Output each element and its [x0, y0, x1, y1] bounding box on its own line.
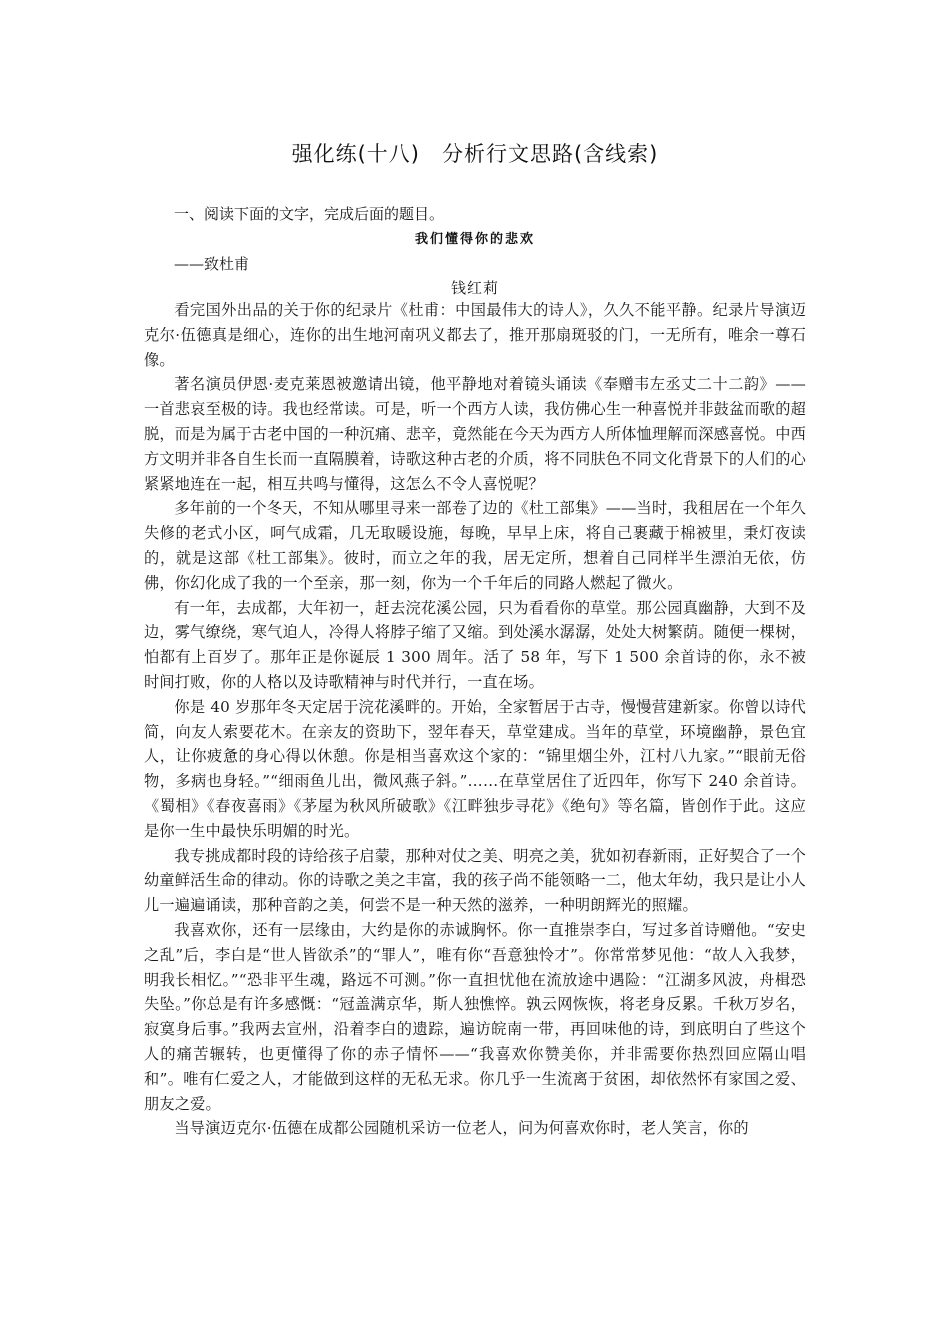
paragraph: 当导演迈克尔·伍德在成都公园随机采访一位老人，问为何喜欢你时，老人笑言，你的 [174, 1119, 749, 1138]
article-title: 我们懂得你的悲欢 [414, 232, 535, 247]
paragraph: 有一年，去成都，大年初一，赶去浣花溪公园，只为看看你的草堂。那公园真幽静，大到不及边，雾气缭绕，寒气迫人，冷得人将脖子缩了又缩。到处溪水潺潺，处处大树繁荫。随便一棵树，怕都有上百岁了。那年正是你诞辰 1 300 周年。活了 58 年，写下 1 500 余首诗的你，永不被时间打败，你的人格以及诗歌精神与时代并行，一直在场。 [144, 598, 806, 691]
paragraph: 看完国外出品的关于你的纪录片《杜甫：中国最伟大的诗人》，久久不能平静。纪录片导演迈克尔·伍德真是细心，连你的出生地河南巩义都去了，推开那扇斑驳的门，一无所有，唯余一尊石像。 [144, 301, 806, 369]
paragraph: 多年前的一个冬天，不知从哪里寻来一部卷了边的《杜工部集》——当时，我租居在一个年久失修的老式小区，呵气成霜，几无取暖设施，每晚，早早上床，将自己裹藏于棉被里，秉灯夜读的，就是这部《杜工部集》。彼时，而立之年的我，居无定所，想着自己同样半生漂泊无依，仿佛，你幻化成了我的一个至亲，那一刻，你为一个千年后的同路人燃起了微火。 [144, 499, 806, 592]
author-name: 钱红莉 [450, 279, 499, 297]
article-body [144, 298, 806, 1141]
paragraph: 你是 40 岁那年冬天定居于浣花溪畔的。开始，全家暂居于古寺，慢慢营建新家。你曾以诗代简，向友人索要花木。在亲友的资助下，翌年春天，草堂建成。当年的草堂，环境幽静，景色宜人，让你疲惫的身心得以休憩。你是相当喜欢这个家的：“锦里烟尘外，江村八九家。”“眼前无俗物，多病也身轻。”“细雨鱼儿出，微风燕子斜。”……在草堂居住了近四年，你写下 240 余首诗。《蜀相》《春夜喜雨》《茅屋为秋风所破歌》《江畔独步寻花》《绝句》等名篇，皆创作于此。这应是你一生中最快乐明媚的时光。 [144, 697, 806, 840]
paragraph: 我喜欢你，还有一层缘由，大约是你的赤诚胸怀。你一直推崇李白，写过多首诗赠他。“安史之乱”后，李白是“世人皆欲杀”的“罪人”，唯有你“吾意独怜才”。你常常梦见他：“故人入我梦，明我长相忆。”“恐非平生魂，路远不可测。”你一直担忧他在流放途中遇险：“江湖多风波，舟楫恐失坠。”你总是有许多感慨：“冠盖满京华，斯人独憔悴。孰云网恢恢，将老身反累。千秋万岁名，寂寞身后事。”我两去宣州，沿着李白的遗踪，遍访皖南一带，再回味他的诗，到底明白了些这个人的痛苦辗转，也更懂得了你的赤子情怀——“我喜欢你赞美你，并非需要你热烈回应隔山唱和”。唯有仁爱之人，才能做到这样的无私无求。你几乎一生流离于贫困，却依然怀有家国之爱、朋友之爱。 [144, 920, 806, 1113]
paragraph: 我专挑成都时段的诗给孩子启蒙，那种对仗之美、明亮之美，犹如初春新雨，正好契合了一个幼童鲜活生命的律动。你的诗歌之美之丰富，我的孩子尚不能领略一二，他太年幼，我只是让小人儿一遍遍诵读，那种音韵之美，何尝不是一种天然的滋养，一种明朗辉光的照耀。 [144, 846, 806, 915]
page-title: 强化练(十八) 分析行文思路(含线索) [291, 142, 659, 166]
paragraph: 著名演员伊恩·麦克莱恩被邀请出镜，他平静地对着镜头诵读《奉赠韦左丞丈二十二韵》——一首悲哀至极的诗。我也经常读。可是，听一个西方人读，我仿佛心生一种喜悦并非鼓盆而歌的超脱，而是为属于古老中国的一种沉痛、悲辛，竟然能在今天为西方人所体恤理解而深感喜悦。中西方文明并非各自生长而一直隔膜着，诗歌这种古老的介质，将不同肤色不同文化背景下的人们的心紧紧地连在一起，相互共鸣与懂得，这怎么不令人喜悦呢？ [144, 375, 806, 493]
dedication-line: ——致杜甫 [174, 255, 250, 273]
section-heading: 一、阅读下面的文字，完成后面的题目。 [174, 205, 445, 223]
